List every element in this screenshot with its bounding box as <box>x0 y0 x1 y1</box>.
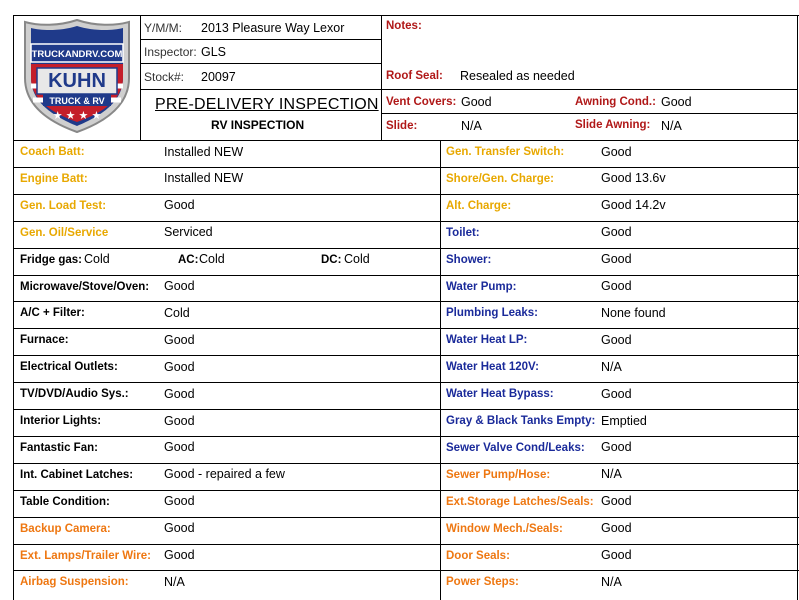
right-row-label: Water Heat LP: <box>446 334 528 347</box>
right-row-value: Good 13.6v <box>601 171 666 186</box>
ymm-label: Y/M/M: <box>144 21 182 35</box>
dc-value: Cold <box>344 252 370 267</box>
left-row-value: Good <box>164 494 195 509</box>
vent-covers-label: Vent Covers: <box>386 96 457 108</box>
border-right <box>797 15 798 600</box>
row-divider <box>13 328 799 329</box>
left-row-label: Fantastic Fan: <box>20 441 98 454</box>
right-row-value: Good <box>601 386 632 401</box>
divider <box>140 63 381 64</box>
right-row-label: Ext.Storage Latches/Seals: <box>446 495 594 508</box>
divider <box>140 39 381 40</box>
left-row-value: Good - repaired a few <box>164 467 285 482</box>
kuhn-truck-rv-logo <box>19 16 135 136</box>
left-row-value: Good <box>164 413 195 428</box>
left-row-value: N/A <box>164 574 185 589</box>
logo-brand-text: KUHN <box>48 70 106 92</box>
right-row-value: Emptied <box>601 413 647 428</box>
left-row-label: Ext. Lamps/Trailer Wire: <box>20 549 151 562</box>
left-row-value: Good <box>164 440 195 455</box>
row-divider <box>13 517 799 518</box>
divider <box>140 89 797 90</box>
row-divider <box>13 301 799 302</box>
left-row-label: Int. Cabinet Latches: <box>20 468 134 481</box>
right-row-label: Sewer Pump/Hose: <box>446 468 551 481</box>
left-row-label: Microwave/Stove/Oven: <box>20 280 150 293</box>
row-divider <box>13 194 799 195</box>
right-row-label: Gen. Transfer Switch: <box>446 146 565 158</box>
dc-label: DC: <box>321 253 342 266</box>
roof-seal-value: Resealed as needed <box>460 69 575 83</box>
ymm-value: 2013 Pleasure Way Lexor <box>201 21 345 35</box>
row-divider <box>13 248 799 249</box>
inspector-value: GLS <box>201 45 227 59</box>
right-row-value: Good <box>601 252 632 267</box>
left-row-value: Cold <box>164 305 190 320</box>
left-row-label: Interior Lights: <box>20 415 102 427</box>
left-row-value: Good <box>164 386 195 401</box>
notes-label: Notes: <box>386 20 422 32</box>
row-divider <box>13 221 799 222</box>
logo-sub-text: TRUCK & RV <box>49 96 105 106</box>
stock-value: 20097 <box>201 70 236 84</box>
page-subtitle: RV INSPECTION <box>211 118 305 132</box>
inspector-label: Inspector: <box>144 45 197 59</box>
right-row-label: Water Heat 120V: <box>446 361 539 374</box>
ac-label: AC: <box>178 253 199 266</box>
left-row-value: Cold <box>84 252 110 267</box>
row-divider <box>13 544 799 545</box>
divider <box>440 140 441 600</box>
left-row-value: Good <box>164 332 195 347</box>
border-left <box>13 15 14 600</box>
right-row-value: N/A <box>601 359 622 374</box>
logo-stars-icon: ★ ★ ★ ★ <box>52 110 102 122</box>
left-row-value: Good <box>164 548 195 562</box>
divider <box>140 15 141 140</box>
right-row-value: Good <box>601 279 632 293</box>
right-row-label: Power Steps: <box>446 576 519 589</box>
right-row-label: Water Pump: <box>446 280 517 293</box>
left-row-label: Gen. Oil/Service <box>20 226 109 239</box>
vent-covers-value: Good <box>461 95 492 109</box>
right-row-value: N/A <box>601 574 622 589</box>
row-divider <box>13 355 799 356</box>
right-row-value: None found <box>601 305 666 320</box>
row-divider <box>13 275 799 276</box>
right-row-value: Good <box>601 521 632 536</box>
right-row-label: Alt. Charge: <box>446 199 512 212</box>
divider <box>381 15 382 140</box>
logo-site-text: TRUCKANDRV.COM <box>31 49 123 60</box>
row-divider <box>13 436 799 437</box>
row-divider <box>13 409 799 410</box>
slide-label: Slide: <box>386 120 418 132</box>
left-row-value: Installed NEW <box>164 144 244 159</box>
right-row-label: Sewer Valve Cond/Leaks: <box>446 441 585 454</box>
left-row-label: Fridge gas: <box>20 253 82 266</box>
right-row-label: Door Seals: <box>446 549 510 562</box>
left-row-label: Gen. Load Test: <box>20 199 107 212</box>
right-row-label: Shower: <box>446 253 492 266</box>
left-row-label: Furnace: <box>20 334 69 347</box>
awning-cond-value: Good <box>661 95 692 109</box>
row-divider <box>13 167 799 168</box>
right-row-value: Good <box>601 332 632 347</box>
slide-awning-label: Slide Awning: <box>575 119 651 131</box>
right-row-label: Toilet: <box>446 226 480 239</box>
left-row-value: Good <box>164 198 195 213</box>
left-row-label: Table Condition: <box>20 495 110 508</box>
right-row-value: N/A <box>601 467 622 482</box>
stock-label: Stock#: <box>144 70 185 84</box>
left-row-value: Good <box>164 279 195 293</box>
row-divider <box>13 570 799 571</box>
right-row-label: Plumbing Leaks: <box>446 307 539 320</box>
right-row-label: Water Heat Bypass: <box>446 388 554 401</box>
right-row-value: Good <box>601 225 632 240</box>
row-divider <box>13 382 799 383</box>
row-divider <box>13 490 799 491</box>
left-row-value: Good <box>164 521 195 536</box>
right-row-value: Good <box>601 494 632 509</box>
left-row-label: Coach Batt: <box>20 146 85 158</box>
left-row-label: Electrical Outlets: <box>20 361 118 374</box>
page-title: PRE-DELIVERY INSPECTION <box>155 96 379 113</box>
right-row-label: Gray & Black Tanks Empty: <box>446 415 596 427</box>
slide-value: N/A <box>461 119 482 133</box>
left-row-label: TV/DVD/Audio Sys.: <box>20 388 129 401</box>
ac-value: Cold <box>199 252 225 267</box>
roof-seal-label: Roof Seal: <box>386 70 443 82</box>
divider <box>381 113 797 114</box>
left-row-label: Engine Batt: <box>20 172 88 185</box>
right-row-label: Window Mech./Seals: <box>446 522 563 535</box>
left-row-label: Backup Camera: <box>20 522 111 535</box>
slide-awning-value: N/A <box>661 119 682 133</box>
right-row-value: Good <box>601 144 632 159</box>
right-row-value: Good <box>601 548 632 562</box>
left-row-value: Installed NEW <box>164 171 244 186</box>
right-row-value: Good <box>601 440 632 455</box>
left-row-label: Airbag Suspension: <box>20 576 129 589</box>
left-row-label: A/C + Filter: <box>20 307 85 320</box>
left-row-value: Serviced <box>164 225 213 240</box>
row-divider <box>13 463 799 464</box>
awning-cond-label: Awning Cond.: <box>575 96 656 108</box>
divider <box>13 140 799 141</box>
right-row-label: Shore/Gen. Charge: <box>446 172 554 185</box>
right-row-value: Good 14.2v <box>601 198 666 213</box>
left-row-value: Good <box>164 359 195 374</box>
